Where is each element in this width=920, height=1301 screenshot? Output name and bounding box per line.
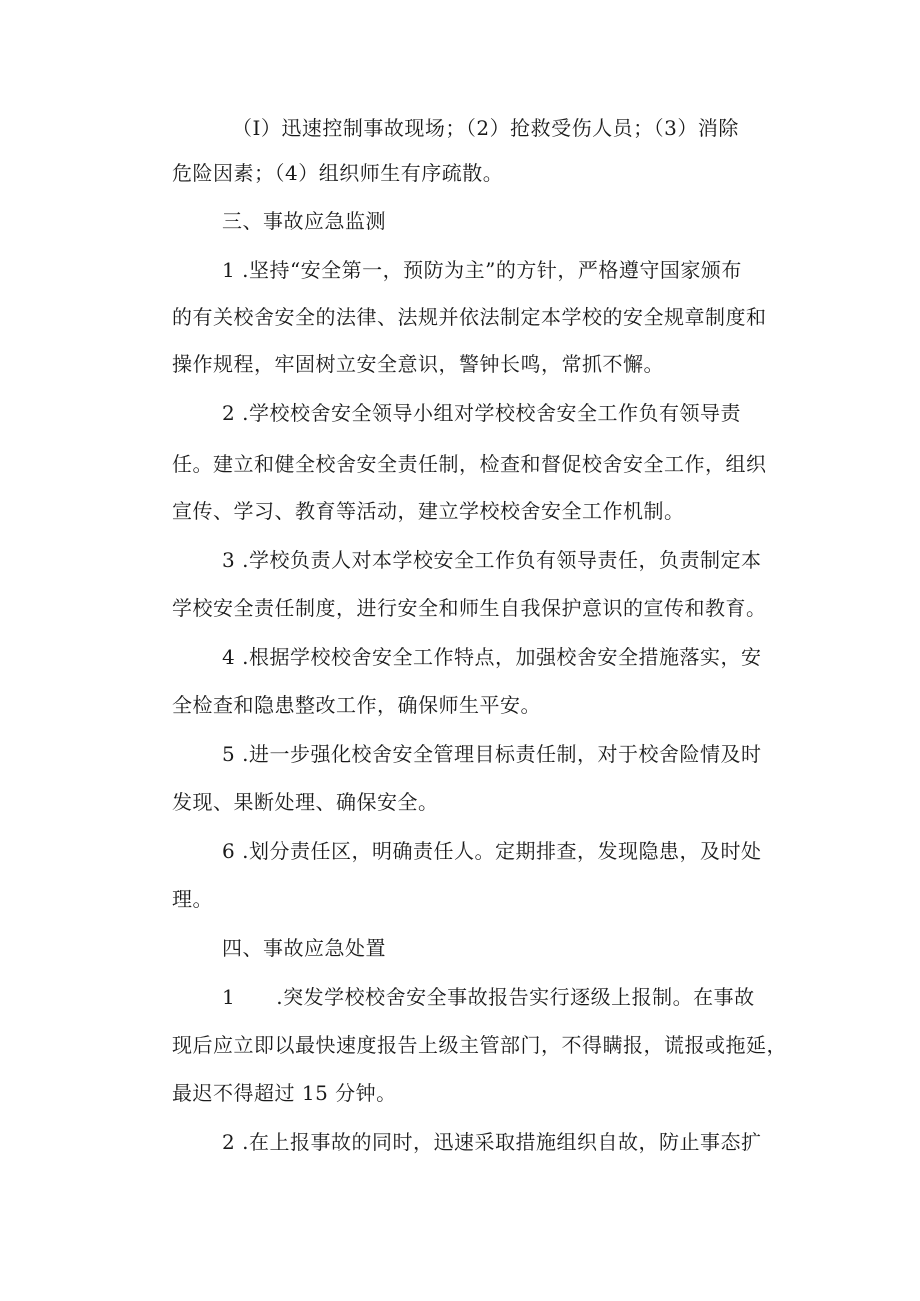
paragraph-line: 理。: [172, 887, 213, 911]
section-heading-3: 三、事故应急监测: [222, 209, 386, 233]
paragraph-line: 现后应立即以最快速度报告上级主管部门，不得瞒报，谎报或拖延，: [172, 1033, 787, 1057]
paragraph-line: 1 .坚持“安全第一，预防为主”的方针，严格遵守国家颁布: [222, 258, 742, 282]
paragraph-line: （I）迅速控制事故现场；（2）抢救受伤人员；（3）消除: [232, 116, 739, 140]
paragraph-line: 操作规程，牢固树立安全意识，警钟长鸣，常抓不懈。: [172, 352, 664, 376]
paragraph-line: 最迟不得超过 15 分钟。: [172, 1081, 397, 1105]
paragraph-line: 4 .根据学校校舍安全工作特点，加强校舍安全措施落实，安: [222, 645, 762, 669]
paragraph-line: 全检查和隐患整改工作，确保师生平安。: [172, 693, 541, 717]
paragraph-line: 任。建立和健全校舍安全责任制，检查和督促校舍安全工作，组织: [172, 452, 767, 476]
paragraph-line: 学校安全责任制度，进行安全和师生自我保护意识的宣传和教育。: [172, 596, 767, 620]
paragraph-line: 2 .在上报事故的同时，迅速采取措施组织自故，防止事态扩: [222, 1130, 762, 1154]
paragraph-line: 6 .划分责任区，明确责任人。定期排查，发现隐患，及时处: [222, 839, 762, 863]
paragraph-line: 宣传、学习、教育等活动，建立学校校舍安全工作机制。: [172, 499, 685, 523]
paragraph-line: 3 .学校负责人对本学校安全工作负有领导责任，负责制定本: [222, 548, 762, 572]
paragraph-line: 5 .进一步强化校舍安全管理目标责任制，对于校舍险情及时: [222, 742, 762, 766]
section-heading-4: 四、事故应急处置: [222, 936, 386, 960]
paragraph-line: 发现、果断处理、确保安全。: [172, 790, 439, 814]
paragraph-line: 的有关校舍安全的法律、法规并依法制定本学校的安全规章制度和: [172, 305, 767, 329]
paragraph-line: 2 .学校校舍安全领导小组对学校校舍安全工作负有领导责: [222, 401, 741, 425]
paragraph-line: 1 .突发学校校舍安全事故报告实行逐级上报制。在事故: [222, 985, 755, 1009]
paragraph-line: 危险因素；（4）组织师生有序疏散。: [172, 161, 504, 185]
